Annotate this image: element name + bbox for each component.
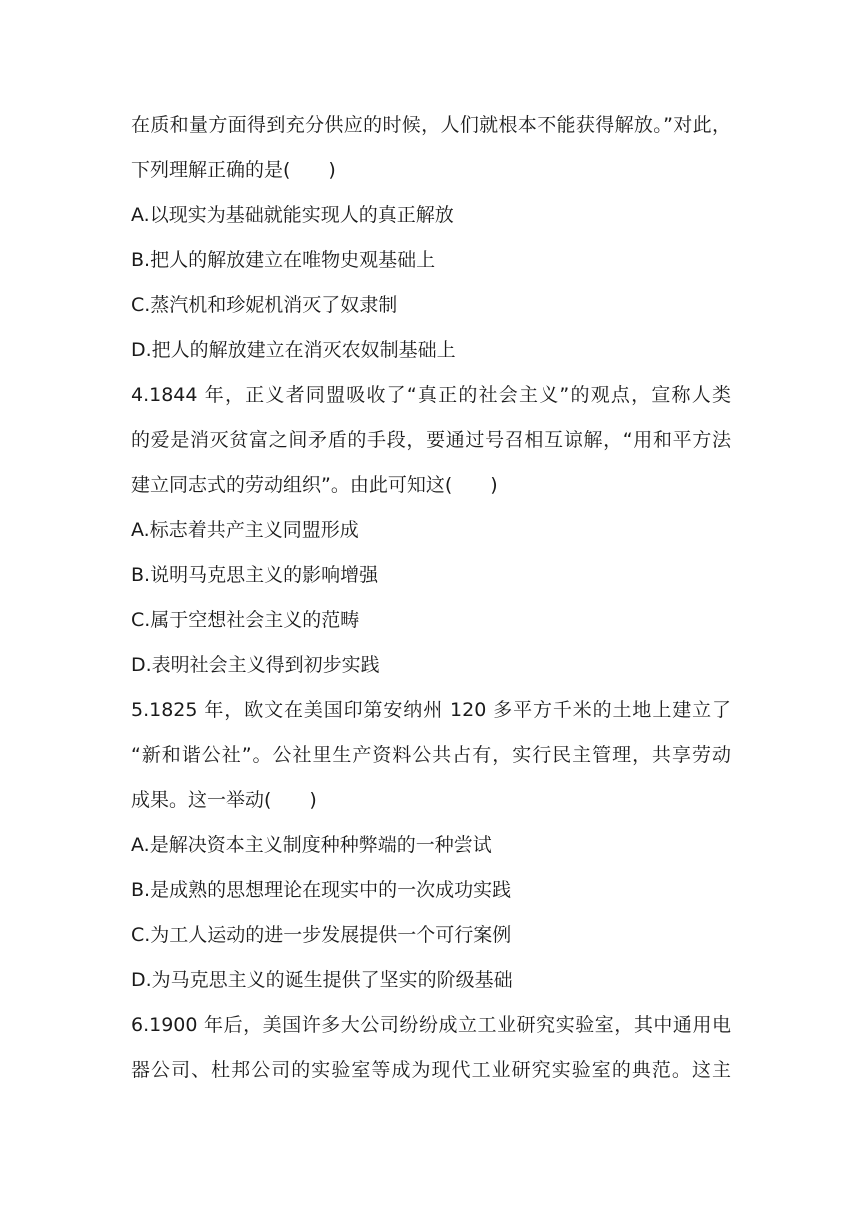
question-5-stem-line: 5.1825 年，欧文在美国印第安纳州 120 多平方千米的土地上建立了: [131, 699, 731, 721]
option-b: B.是成熟的思想理论在现实中的一次成功实践: [131, 879, 512, 901]
option-d: D.表明社会主义得到初步实践: [131, 654, 380, 676]
option-c: C.属于空想社会主义的范畴: [131, 609, 360, 631]
option-a: A.是解决资本主义制度种种弊端的一种尝试: [131, 834, 492, 856]
question-6-stem-line: 器公司、杜邦公司的实验室等成为现代工业研究实验室的典范。这主: [131, 1059, 731, 1081]
question-6-stem-line: 6.1900 年后，美国许多大公司纷纷成立工业研究实验室，其中通用电: [131, 1014, 731, 1036]
option-a: A.以现实为基础就能实现人的真正解放: [131, 204, 454, 226]
option-d: D.为马克思主义的诞生提供了坚实的阶级基础: [131, 969, 513, 991]
question-4-stem-line: 建立同志式的劳动组织”。由此可知这( ): [131, 474, 498, 496]
question-4-stem-line: 的爱是消灭贫富之间矛盾的手段，要通过号召相互谅解，“用和平方法: [131, 429, 731, 451]
option-b: B.把人的解放建立在唯物史观基础上: [131, 249, 436, 271]
option-c: C.蒸汽机和珍妮机消灭了奴隶制: [131, 294, 398, 316]
question-5-stem-line: 成果。这一举动( ): [131, 789, 317, 811]
option-a: A.标志着共产主义同盟形成: [131, 519, 359, 541]
option-c: C.为工人运动的进一步发展提供一个可行案例: [131, 924, 512, 946]
question-stem-line: 下列理解正确的是( ): [131, 159, 336, 181]
option-d: D.把人的解放建立在消灭农奴制基础上: [131, 339, 456, 361]
question-5-stem-line: “新和谐公社”。公社里生产资料公共占有，实行民主管理，共享劳动: [131, 744, 731, 766]
question-4-stem-line: 4.1844 年，正义者同盟吸收了“真正的社会主义”的观点，宣称人类: [131, 384, 731, 406]
text-line: 在质和量方面得到充分供应的时候，人们就根本不能获得解放。”对此，: [131, 114, 731, 136]
option-b: B.说明马克思主义的影响增强: [131, 564, 379, 586]
